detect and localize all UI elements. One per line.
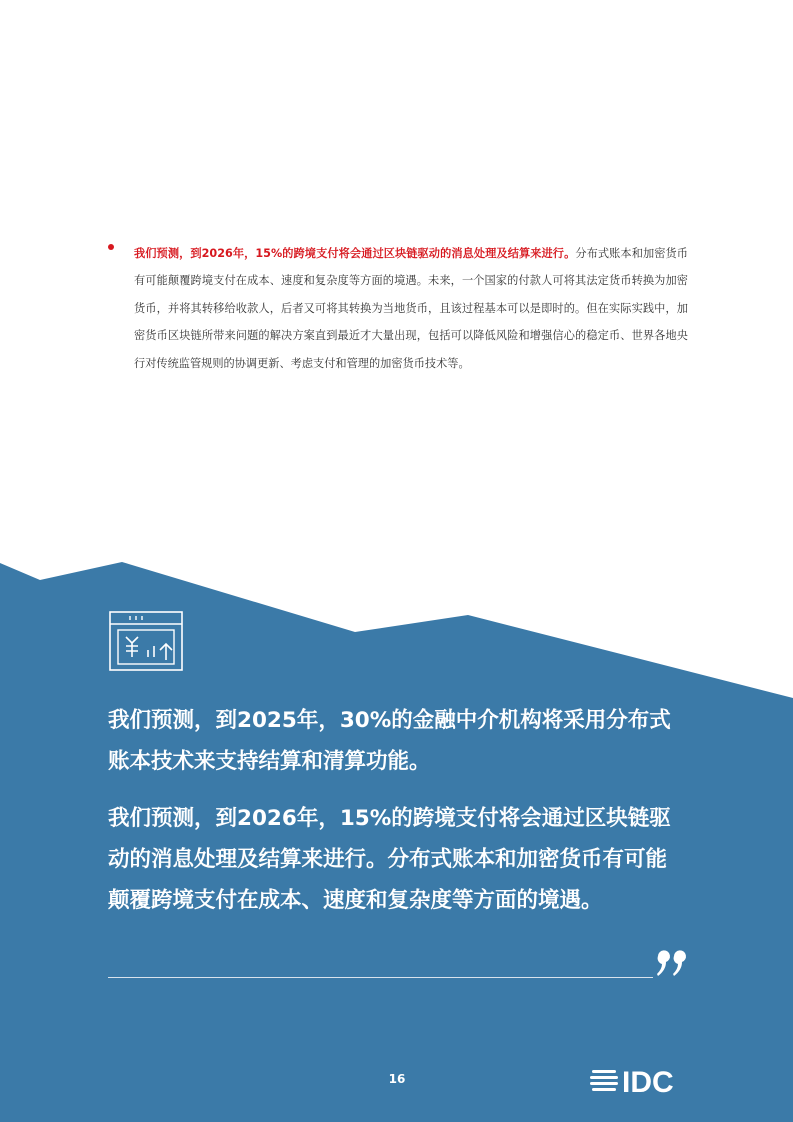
payment-transfer-icon bbox=[108, 610, 184, 674]
quote-prediction-2025: 我们预测，到2025年，30%的金融中介机构将采用分布式账本技术来支持结算和清算功能。 bbox=[108, 708, 671, 774]
quote-prediction-2026: 我们预测，到2026年，15%的跨境支付将会通过区块链驱动的消息处理及结算来进行。分布式账本和加密货币有可能颠覆跨境支付在成本、速度和复杂度等方面的境遇。 bbox=[108, 806, 671, 913]
idc-logo bbox=[590, 1060, 690, 1100]
svg-text:IDC: IDC bbox=[622, 1066, 674, 1099]
bullet-lead-text: 我们预测，到2026年，15%的跨境支付将会通过区块链驱动的消息处理及结算来进行。 bbox=[134, 247, 576, 260]
bullet-body-text: 分布式账本和加密货币有可能颠覆跨境支付在成本、速度和复杂度等方面的境遇。未来，一个国家的付款人可将其法定货币转换为加密货币，并将其转移给收款人，后者又可将其转换为当地货币，且该过程基本可以是即时的。但在实际实践中，加密货币区块链所带来问题的解决方案直到最近才大量出现，包括可以降低风险和增强信心的稳定币、世界各地央行对传统监管规则的协调更新、考虑支付和管理的加密货币技术等。 bbox=[134, 247, 688, 370]
page-number: 16 bbox=[388, 1072, 406, 1086]
quote-divider bbox=[108, 977, 653, 978]
closing-quote-icon bbox=[654, 946, 690, 986]
